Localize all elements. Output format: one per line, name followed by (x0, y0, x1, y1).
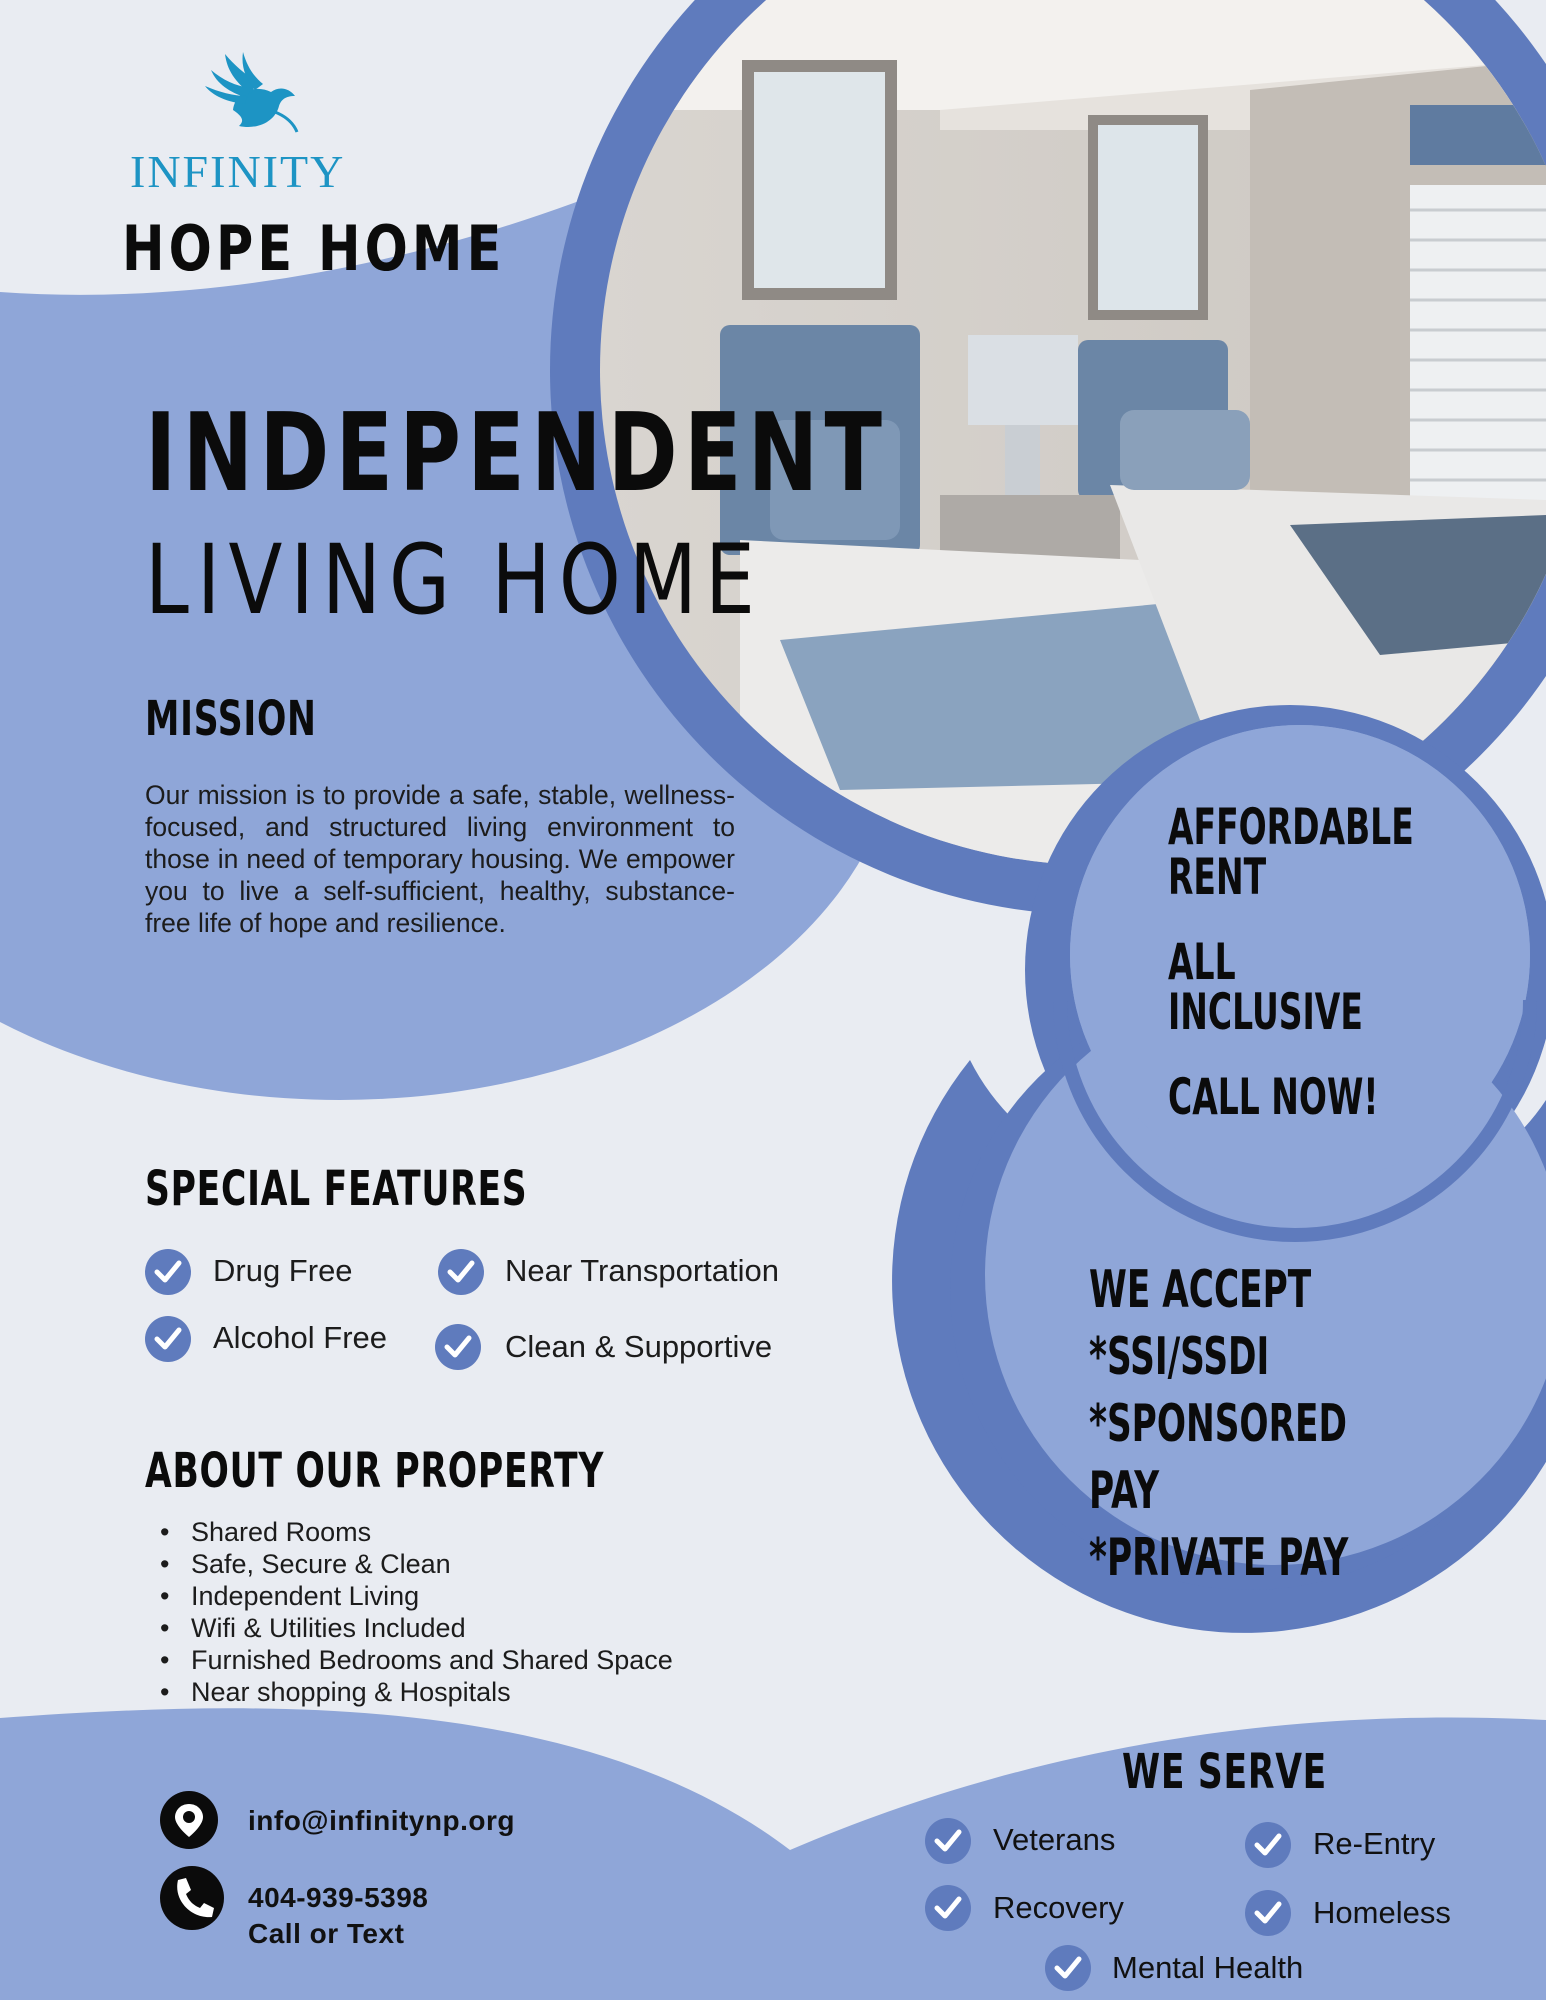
feature-item: Clean & Supportive (505, 1329, 773, 1364)
brand-subtitle: HOPE HOME (122, 212, 506, 285)
property-list (160, 1516, 673, 1708)
accept-item: *SPONSORED PAY (1089, 1394, 1347, 1521)
location-pin-icon (160, 1791, 218, 1849)
check-icon (925, 1818, 971, 1864)
mission-text: Our mission is to provide a safe, stable, wellness-focused, and structured living environment to those in need of temporary housing. We empower you to live a self-sufficient, healthy, substance-free life of hope and resilience. (145, 780, 735, 938)
promo-affordable-rent: AFFORDABLE RENT (1168, 798, 1414, 906)
check-icon (925, 1885, 971, 1931)
title-line-1: INDEPENDENT (145, 391, 889, 516)
list-item: • Near shopping & Hospitals (160, 1676, 673, 1708)
features-heading: SPECIAL FEATURES (145, 1161, 528, 1217)
serve-item: Mental Health (1112, 1950, 1304, 1985)
contact-phone-note: Call or Text (248, 1918, 405, 1949)
check-icon (438, 1249, 484, 1295)
feature-item: Drug Free (213, 1253, 353, 1288)
feature-item: Alcohol Free (213, 1320, 388, 1355)
serve-item: Homeless (1313, 1895, 1451, 1930)
serve-item: Re-Entry (1313, 1826, 1436, 1861)
check-icon (1245, 1822, 1291, 1868)
title-line-2: LIVING HOME (145, 524, 764, 636)
dove-logo-icon (205, 52, 305, 142)
list-item: • Shared Rooms (160, 1516, 673, 1548)
list-item: • Wifi & Utilities Included (160, 1612, 673, 1644)
phone-icon (160, 1866, 224, 1930)
check-icon (145, 1249, 191, 1295)
brand-logo-text: INFINITY (130, 146, 346, 197)
serve-item: Recovery (993, 1890, 1124, 1925)
promo-call-now: CALL NOW! (1168, 1068, 1379, 1126)
contact-email[interactable]: info@infinitynp.org (248, 1805, 515, 1836)
list-item: • Independent Living (160, 1580, 673, 1612)
mission-heading: MISSION (145, 691, 317, 747)
contact-phone[interactable]: 404-939-5398 (248, 1882, 429, 1913)
accept-item: *PRIVATE PAY (1089, 1528, 1349, 1588)
serve-item: Veterans (993, 1822, 1116, 1857)
serve-heading: WE SERVE (1122, 1744, 1327, 1800)
accept-item: *SSI/SSDI (1089, 1327, 1270, 1387)
promo-all-inclusive: ALL INCLUSIVE (1168, 933, 1363, 1041)
check-icon (1245, 1890, 1291, 1936)
check-icon (145, 1316, 191, 1362)
property-heading: ABOUT OUR PROPERTY (145, 1443, 605, 1499)
check-icon (435, 1324, 481, 1370)
check-icon (1045, 1945, 1091, 1991)
feature-item: Near Transportation (505, 1253, 779, 1288)
list-item: • Safe, Secure & Clean (160, 1548, 673, 1580)
accept-heading: WE ACCEPT (1089, 1260, 1312, 1320)
list-item: • Furnished Bedrooms and Shared Space (160, 1644, 673, 1676)
payment-accepted (1089, 1257, 1391, 1592)
